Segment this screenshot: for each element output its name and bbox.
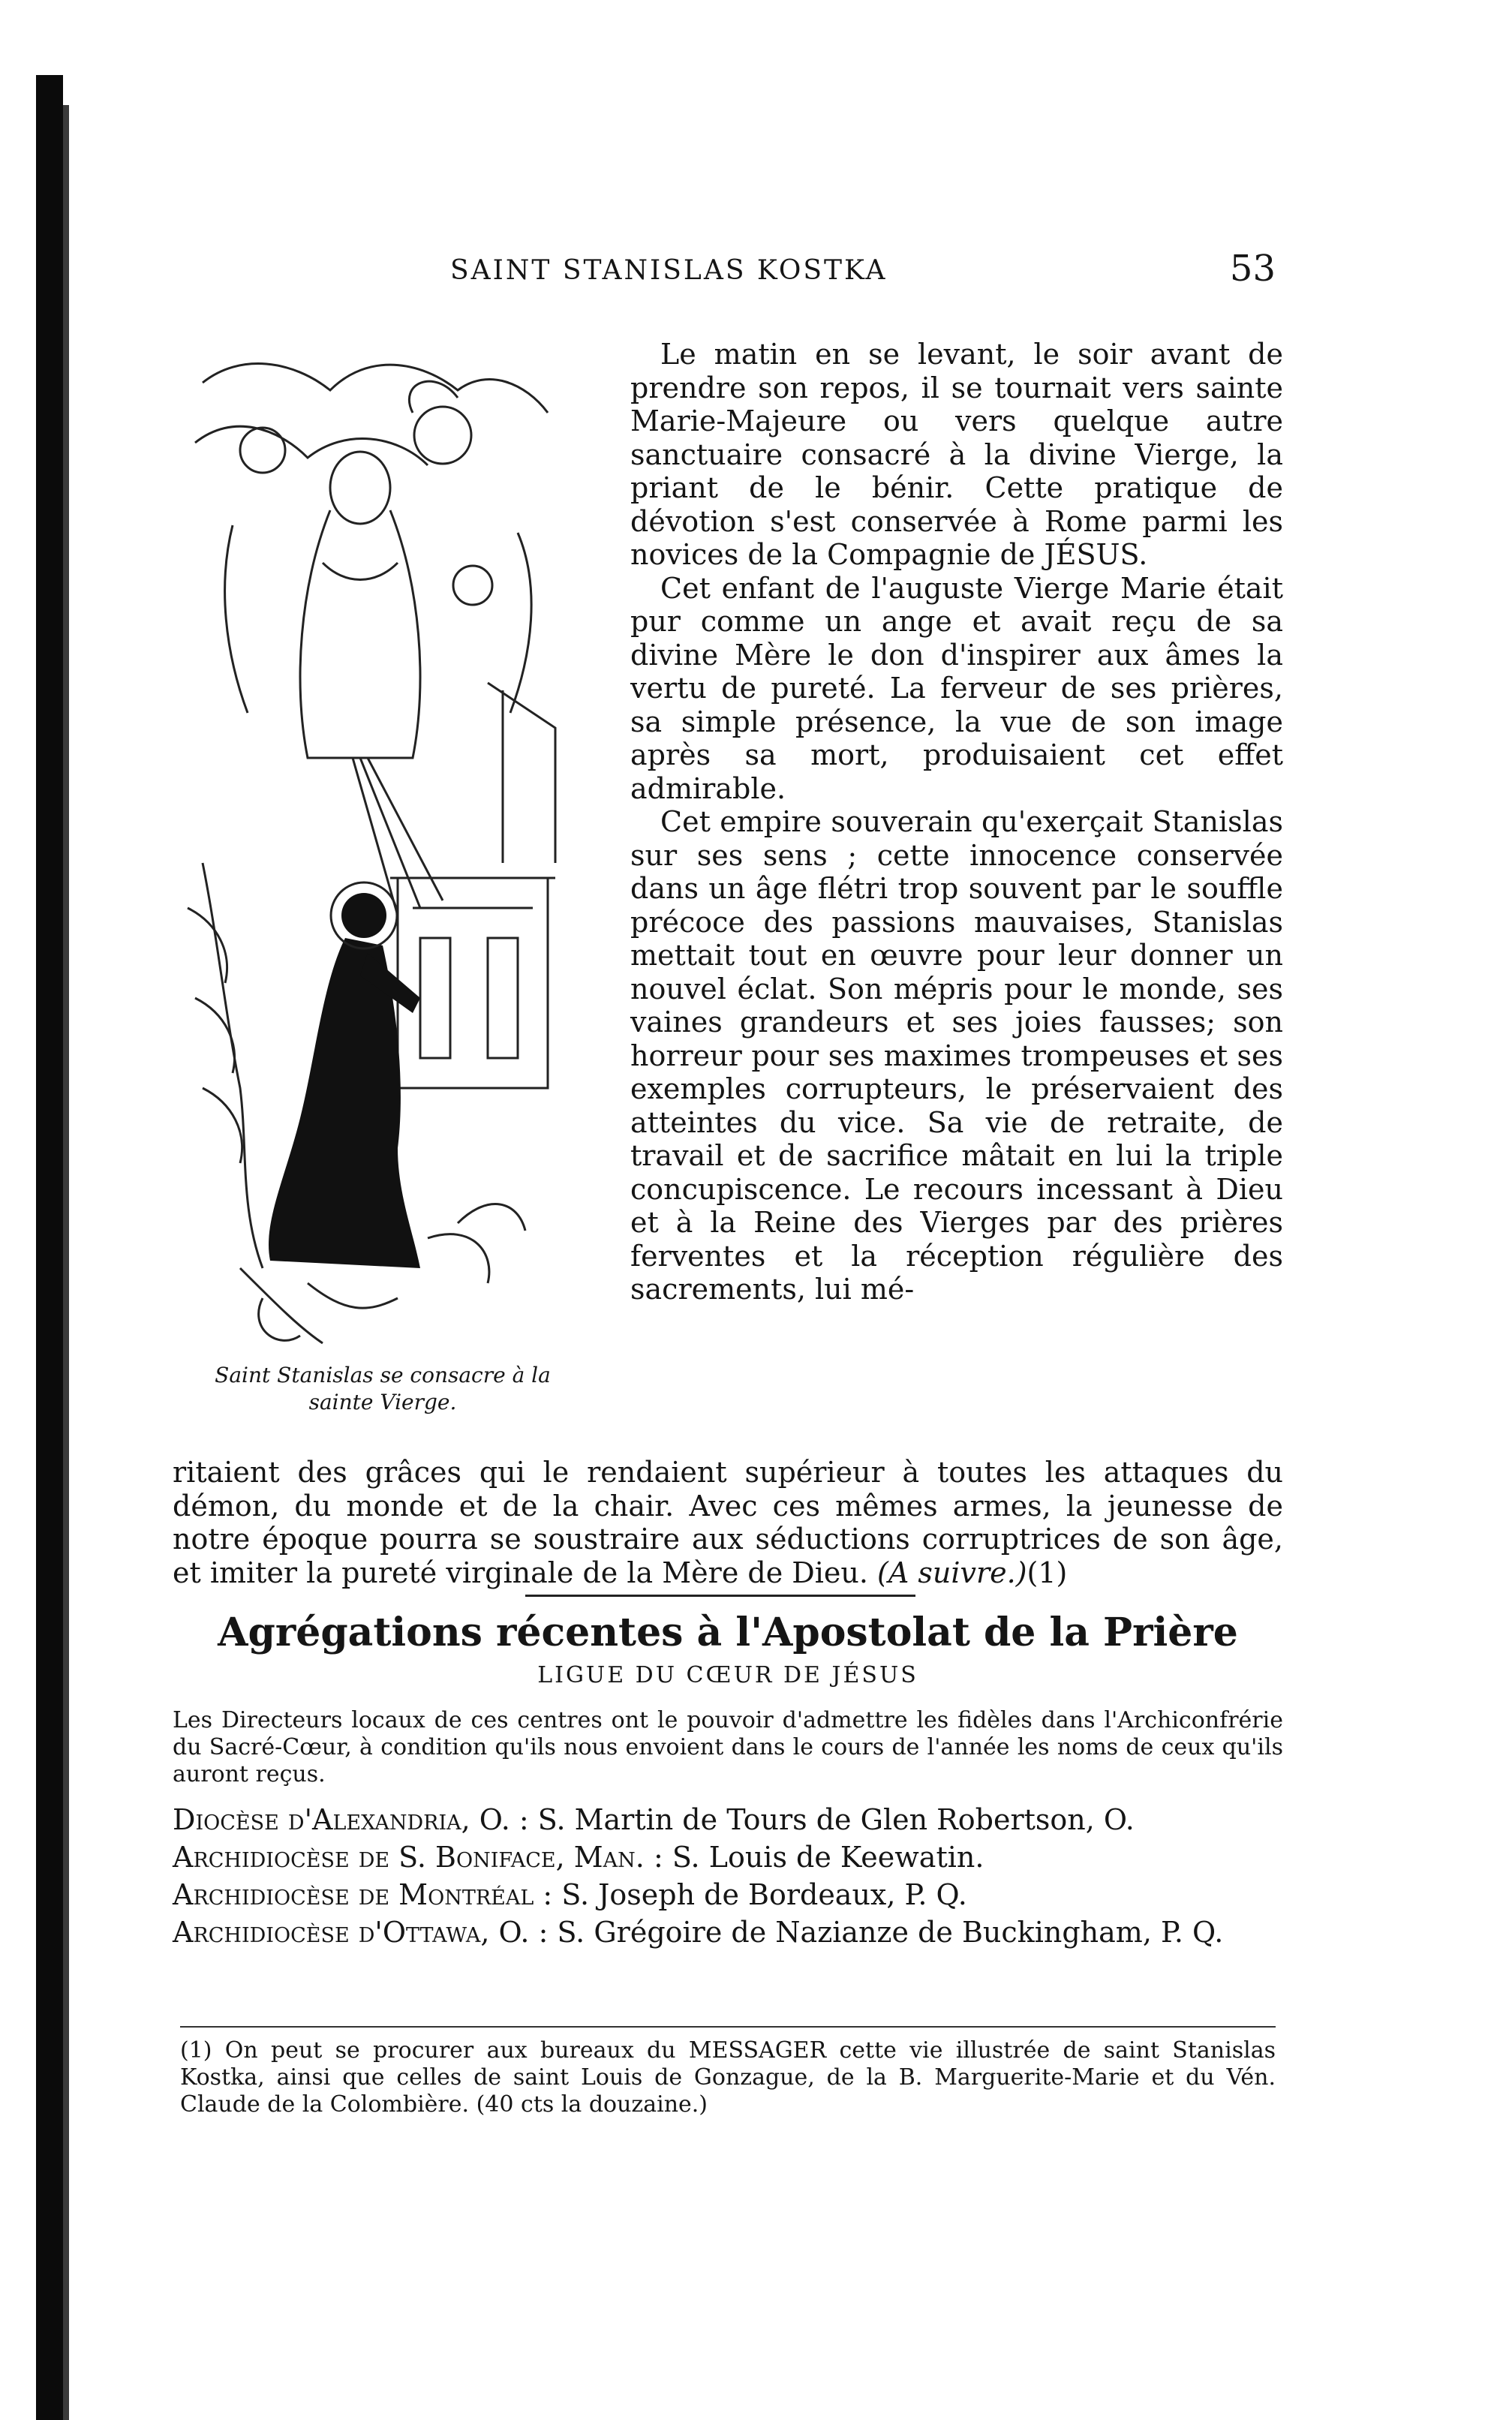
list-item	[173, 1913, 1283, 1951]
running-head	[165, 248, 1276, 308]
page-binding-edge	[36, 75, 63, 2420]
caption-line-1: Saint Stanislas se consacre à la	[215, 1363, 551, 1387]
running-title: SAINT STANISLAS KOSTKA	[450, 255, 888, 286]
caption-line-2: sainte Vierge.	[308, 1390, 457, 1414]
list-item	[173, 1838, 1283, 1876]
list-item	[173, 1801, 1283, 1838]
page-binding-shadow	[63, 105, 69, 2420]
diocese-name: Archidiocèse de Montréal :	[173, 1878, 553, 1911]
paragraph-3-column: Cet empire souverain qu'exerçait Stanislas sur ses sens ; cette innocence conservée dans un âge flétri trop souvent par le souffle précoce des passions mauvaises, Stanislas mettait tout en œuvre pour leur donner un nouvel éclat. Son mépris pour le monde, ses vaines grandeurs et ses joies fausses; son horreur pour ses maximes trompeuses et ses exemples corrupteurs, le préservaient des atteintes du vice. Sa vie de retraite, de travail et de sacrifice mâtait en lui la triple concupiscence. Le recours incessant à Dieu et à la Reine des Vierges par des prières ferventes et la réception régulière des sacrements, lui mé-	[630, 805, 1283, 1306]
parish-name: S. Joseph de Bordeaux, P. Q.	[561, 1878, 967, 1911]
parish-name: S. Grégoire de Nazianze de Buckingham, P. Q.	[557, 1916, 1224, 1949]
directors-notice: Les Directeurs locaux de ces centres ont le pouvoir d'admettre les fidèles dans l'Archiconfrérie du Sacré-Cœur, à condition qu'ils nous envoient dans le cours de l'année les noms de ceux qu'ils auront reçus.	[173, 1707, 1283, 1787]
engraving-illustration	[173, 338, 593, 1358]
engraving-saint-kneeling-icon	[173, 338, 593, 1358]
paragraph-1: Le matin en se levant, le soir avant de prendre son repos, il se tournait vers sainte Marie-Majeure ou vers quelque autre sanctuaire consacré à la divine Vierge, la priant de le bénir. Cette pratique de dévotion s'est conservée à Rome parmi les novices de la Compagnie de JÉSUS.	[630, 338, 1283, 571]
parish-name: S. Louis de Keewatin.	[672, 1841, 984, 1874]
paragraph-2: Cet enfant de l'auguste Vierge Marie était pur comme un ange et avait reçu de sa divine Mère le don d'inspirer aux âmes la vertu de pureté. La ferveur de ses prières, sa simple présence, la vue de son image après sa mort, produisaient cet effet admirable.	[630, 571, 1283, 805]
footnote: (1) On peut se procurer aux bureaux du MESSAGER cette vie illustrée de saint Stanislas Kostka, ainsi que celles de saint Louis de Gonzague, de la B. Marguerite-Marie et du Vén. Claude de la Colombière. (40 cts la douzaine.)	[180, 2037, 1276, 2118]
section-title: Agrégations récentes à l'Apostolat de la Prière	[218, 1610, 1238, 1655]
footnote-ref: (1)	[1027, 1556, 1068, 1589]
parish-name: S. Martin de Tours de Glen Robertson, O.	[537, 1803, 1135, 1836]
aggregation-list	[173, 1801, 1283, 1951]
diocese-name: Archidiocèse d'Ottawa, O. :	[173, 1916, 549, 1949]
diocese-name: Diocèse d'Alexandria, O. :	[173, 1803, 529, 1836]
footnote-rule	[180, 2026, 1276, 2028]
list-item	[173, 1876, 1283, 1913]
illustration-caption	[173, 1362, 593, 1416]
continued-note: (A suivre.)	[877, 1556, 1027, 1589]
paragraph-3-full: ritaient des grâces qui le rendaient supérieur à toutes les attaques du démon, du monde et de la chair. Avec ces mêmes armes, la jeunesse de notre époque pourra se soustraire aux séductions corruptrices de son âge, et imiter la pureté virginale de la Mère de Dieu.	[173, 1456, 1283, 1589]
paragraph-3-continued	[173, 1456, 1283, 1589]
section-divider	[525, 1595, 915, 1597]
diocese-name: Archidiocèse de S. Boniface, Man. :	[173, 1841, 663, 1874]
page-number: 53	[1229, 248, 1276, 290]
text-column	[630, 338, 1283, 1306]
section-subtitle: LIGUE DU CŒUR DE JÉSUS	[537, 1662, 918, 1688]
